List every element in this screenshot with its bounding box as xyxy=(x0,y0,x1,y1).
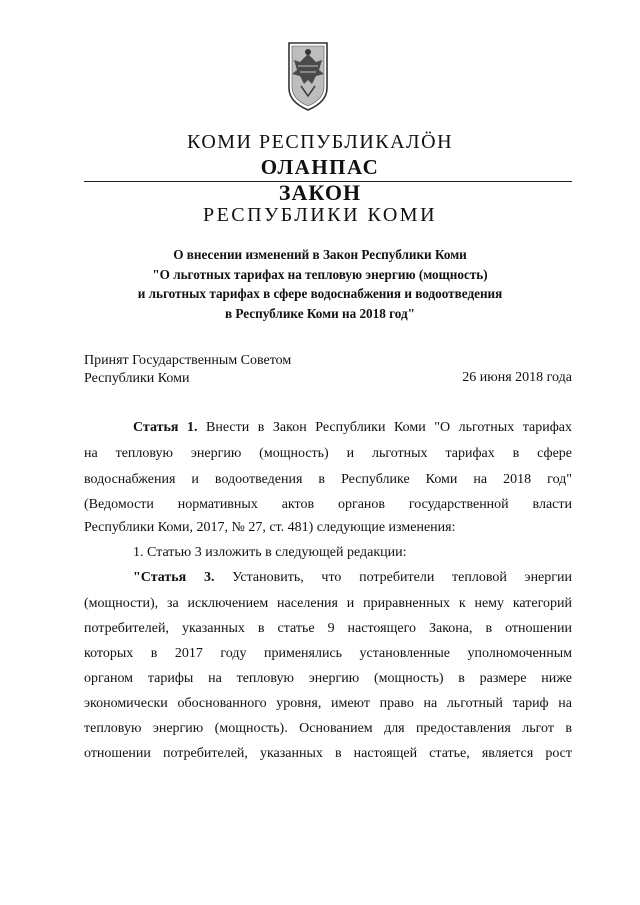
body-line: (мощности), за исключением населения и приравненных к нему категорий xyxy=(84,596,572,611)
header-olanpas: ОЛАНПАС xyxy=(260,155,380,179)
adopted-line: Принят Государственным Советом xyxy=(84,353,292,368)
article1-label: Статья 1. xyxy=(133,420,198,435)
header-komi-line: КОМИ РЕСПУБЛИКАЛÖН xyxy=(186,131,454,153)
body-line: (Ведомости нормативных актов органов государственной власти xyxy=(84,497,572,512)
adopted-line: Республики Коми xyxy=(84,371,190,386)
header-respubliki-komi: РЕСПУБЛИКИ КОМИ xyxy=(202,204,438,226)
body-line: тепловую энергию (мощность). Основанием для предоставления льгот в xyxy=(84,721,572,736)
law-title-line: "О льготных тарифах на тепловую энергию (мощность) xyxy=(152,266,488,282)
body-line: органом тарифы на тепловую энергию (мощность) в размере ниже xyxy=(84,671,572,686)
body-line: водоснабжения и водоотведения в Республике Коми на 2018 год" xyxy=(84,472,572,487)
body-line: экономически обоснованного уровня, имеют право на льготный тариф на xyxy=(84,696,572,711)
body-line: которых в 2017 году применялись установленные уполномоченным xyxy=(84,646,572,661)
article3-first-line xyxy=(133,570,572,586)
law-title xyxy=(60,245,580,323)
coat-of-arms-emblem xyxy=(286,40,330,112)
adopted-by xyxy=(84,352,291,388)
item1-line: 1. Статью 3 изложить в следующей редакции: xyxy=(133,545,407,560)
law-title-line: О внесении изменений в Закон Республики Коми xyxy=(173,247,467,262)
law-title-line: и льготных тарифах в сфере водоснабжения и водоотведения xyxy=(137,286,503,301)
adoption-date: 26 июня 2018 года xyxy=(462,370,572,385)
header-zakon: ЗАКОН xyxy=(278,180,362,205)
article1-first-line xyxy=(133,420,572,436)
body-line: Республики Коми, 2017, № 27, ст. 481) следующие изменения: xyxy=(84,520,456,535)
article3-text: Установить, что потребители тепловой энергии xyxy=(214,570,572,585)
body-line: потребителей, указанных в статье 9 настоящего Закона, в отношении xyxy=(84,621,572,636)
body-line: на тепловую энергию (мощность) и льготных тарифах в сфере xyxy=(84,446,572,461)
law-title-line: в Республике Коми на 2018 год" xyxy=(224,305,416,321)
body-line: отношении потребителей, указанных в настоящей статье, является рост xyxy=(84,746,572,761)
article3-label: "Статья 3. xyxy=(133,570,215,585)
article1-text: Внести в Закон Республики Коми "О льготных тарифах xyxy=(197,420,572,435)
